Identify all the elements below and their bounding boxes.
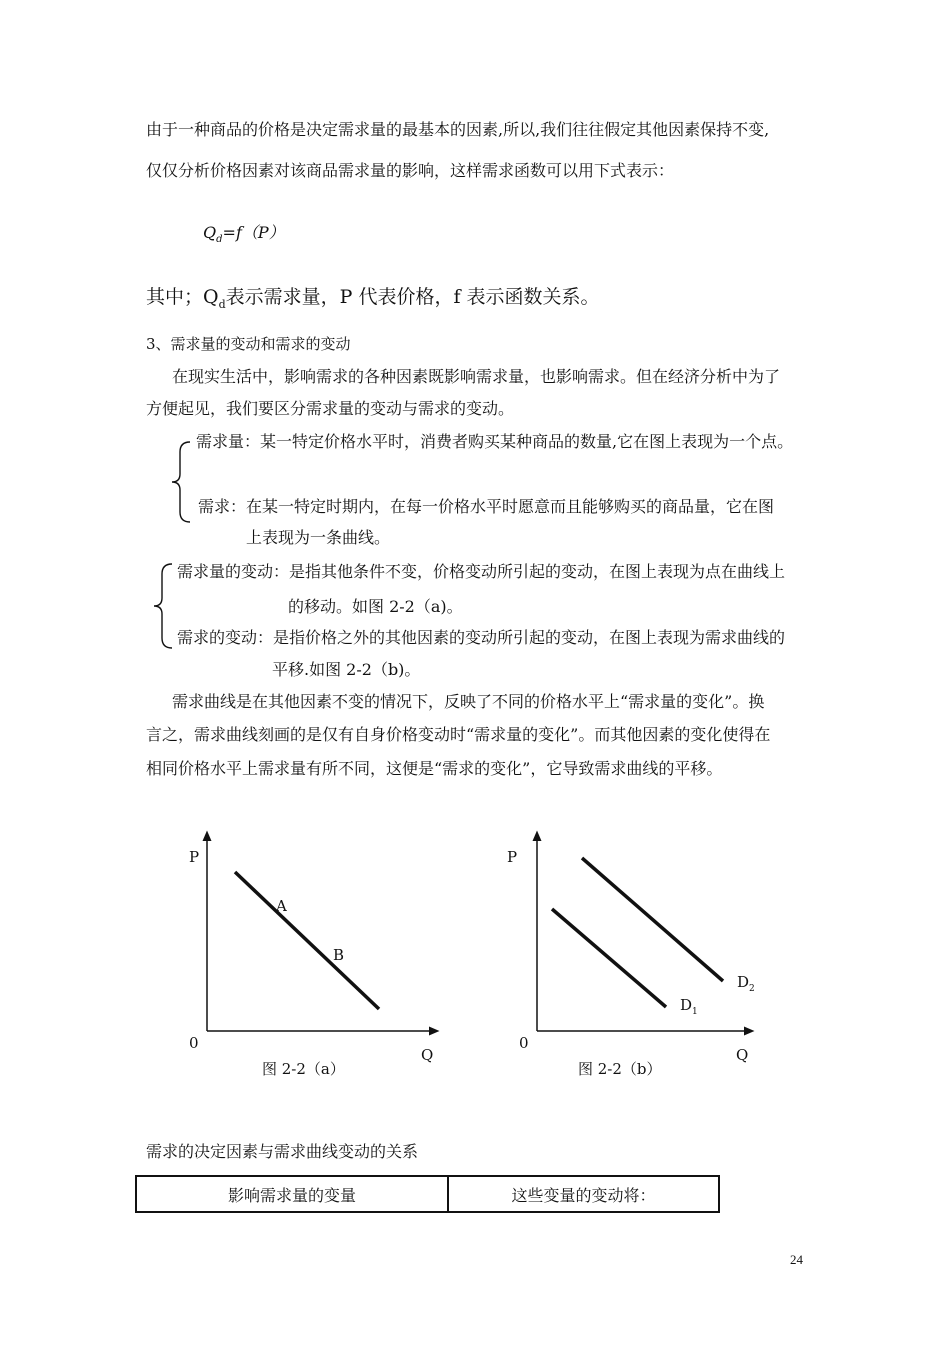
table-caption: 需求的决定因素与需求曲线变动的关系	[146, 1142, 419, 1161]
point-a-label: A	[276, 897, 287, 915]
table-header-variable: 影响需求量的变量	[136, 1176, 448, 1212]
change-quantity-line-1: 需求量的变动：是指其他条件不变，价格变动所引起的变动，在图上表现为点在曲线上	[177, 562, 786, 581]
para3-line-1: 需求曲线是在其他因素不变的情况下，反映了不同的价格水平上“需求量的变化”。换	[172, 692, 765, 711]
figure-a-origin: 0	[189, 1034, 199, 1052]
figure-b-origin: 0	[519, 1034, 529, 1052]
figure-b-caption: 图 2-2（b）	[578, 1060, 662, 1078]
figure-b-x-label: Q	[736, 1046, 749, 1064]
change-demand-line-1: 需求的变动：是指价格之外的其他因素的变动所引起的变动，在图上表现为需求曲线的	[177, 628, 786, 647]
figure-2-2a	[180, 825, 450, 1085]
left-brace-1	[170, 440, 192, 524]
para3-line-3: 相同价格水平上需求量有所不同，这便是“需求的变化”，它导致需求曲线的平移。	[146, 759, 723, 778]
definition-demand-line-2: 上表现为一条曲线。	[246, 528, 391, 547]
figure-a-y-label: P	[189, 848, 200, 866]
para3-line-2: 言之，需求曲线刻画的是仅有自身价格变动时“需求量的变化”。而其他因素的变化使得在	[146, 725, 771, 744]
determinants-table	[135, 1175, 720, 1213]
left-brace-2	[152, 562, 174, 650]
figure-a-x-label: Q	[421, 1046, 434, 1064]
definition-demand-line-1: 需求：在某一特定时期内，在每一价格水平时愿意而且能够购买的商品量，它在图	[198, 497, 775, 516]
intro-line-2: 仅仅分析价格因素对该商品需求量的影响，这样需求函数可以用下式表示：	[146, 161, 675, 180]
page-number: 24	[790, 1252, 803, 1267]
curve-d1-label: $D_1$	[680, 996, 698, 1017]
definition-quantity-demanded: 需求量：某一特定价格水平时，消费者购买某种商品的数量,它在图上表现为一个点。	[196, 432, 794, 451]
demand-curve-d1	[552, 909, 666, 1007]
para2-line-1: 在现实生活中，影响需求的各种因素既影响需求量，也影响需求。但在经济分析中为了	[172, 367, 781, 386]
demand-curve-a	[235, 872, 379, 1009]
intro-line-1: 由于一种商品的价格是决定需求量的最基本的因素,所以,我们往往假定其他因素保持不变,	[146, 120, 770, 139]
section-heading: 3、需求量的变动和需求的变动	[146, 335, 351, 353]
point-b-label: B	[333, 946, 345, 964]
figure-a-caption: 图 2-2（a）	[262, 1060, 345, 1078]
demand-function-formula: $Q_d=f(P)$	[203, 223, 285, 246]
table-header-row	[136, 1176, 719, 1212]
table-header-effect: 这些变量的变动将：	[448, 1176, 719, 1212]
curve-d2-label: $D_2$	[737, 973, 755, 994]
figure-b-y-label: P	[507, 848, 518, 866]
change-quantity-line-2: 的移动。如图 2-2（a)。	[288, 597, 463, 616]
para2-line-2: 方便起见，我们要区分需求量的变动与需求的变动。	[146, 399, 515, 418]
formula-legend: 其中；$Q_d$表示需求量，P 代表价格，f 表示函数关系。	[146, 286, 600, 311]
demand-curve-d2	[582, 858, 723, 981]
change-demand-line-2: 平移.如图 2-2（b)。	[272, 660, 421, 679]
